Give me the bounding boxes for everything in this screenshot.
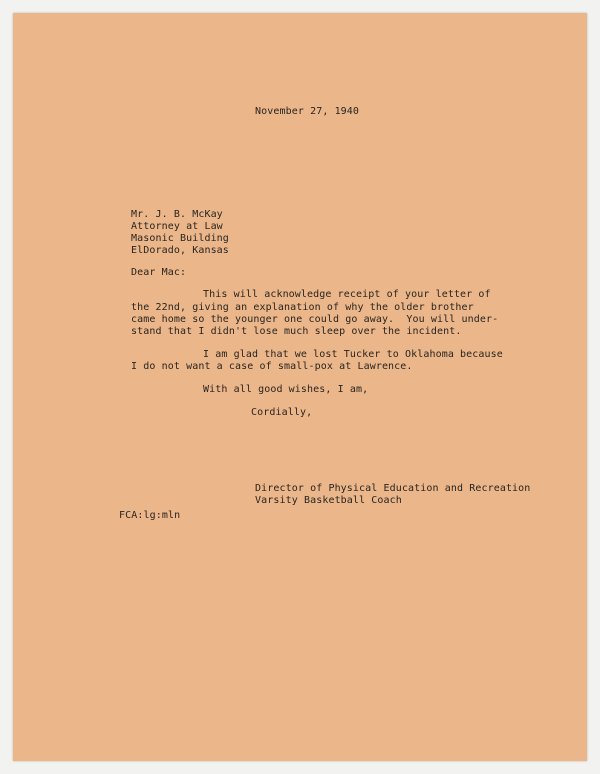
recipient-line: ElDorado, Kansas — [131, 245, 229, 256]
paragraph-1-line: stand that I didn't lose much sleep over the incident. — [131, 326, 462, 337]
letter-date: November 27, 1940 — [255, 106, 360, 117]
letter-page — [13, 13, 587, 761]
closing: Cordially, — [251, 407, 313, 418]
reference-initials: FCA:lg:mln — [119, 510, 181, 521]
recipient-line: Masonic Building — [131, 233, 229, 244]
salutation: Dear Mac: — [131, 267, 187, 278]
paragraph-2-line: I do not want a case of small-pox at Lawrence. — [131, 361, 413, 372]
paragraph-1-line: the 22nd, giving an explanation of why the older brother — [131, 302, 474, 313]
signature-title-line: Varsity Basketball Coach — [255, 495, 402, 506]
paragraph-2-line: I am glad that we lost Tucker to Oklahoma because — [203, 349, 503, 360]
paragraph-1-line: This will acknowledge receipt of your letter of — [203, 289, 491, 300]
recipient-line: Mr. J. B. McKay — [131, 209, 223, 220]
paragraph-1-line: came home so the younger one could go away. You will under- — [131, 314, 499, 325]
paragraph-3-line: With all good wishes, I am, — [203, 384, 369, 395]
recipient-line: Attorney at Law — [131, 221, 223, 232]
signature-title-line: Director of Physical Education and Recreation — [255, 483, 531, 494]
